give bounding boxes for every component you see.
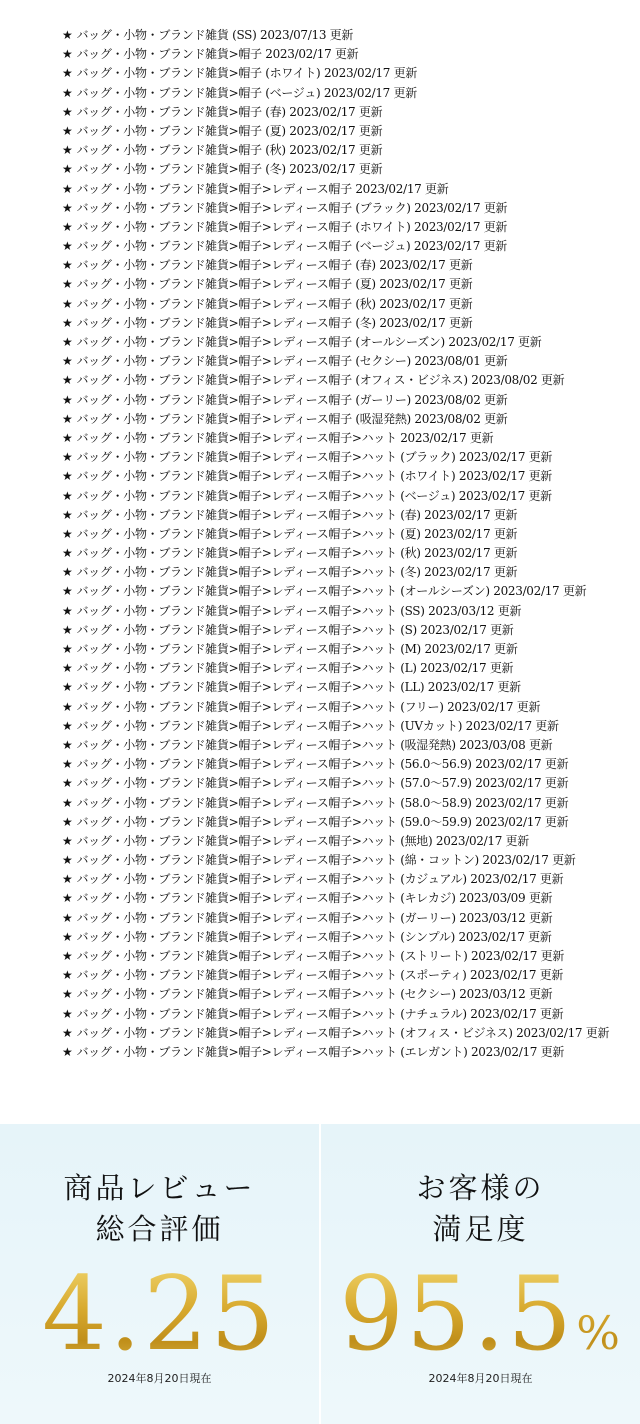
list-item-text[interactable]: バッグ・小物・ブランド雑貨>帽子>レディース帽子>ハット (ガーリー) 2023/03/12 更新 (76, 910, 553, 925)
list-item-text[interactable]: バッグ・小物・ブランド雑貨>帽子>レディース帽子>ハット (セクシー) 2023/03/12 更新 (76, 987, 553, 1002)
list-item-text[interactable]: バッグ・小物・ブランド雑貨>帽子>レディース帽子>ハット (無地) 2023/02/17 更新 (76, 833, 529, 848)
list-item[interactable] (62, 333, 632, 352)
list-item[interactable] (62, 544, 632, 563)
list-item[interactable] (62, 851, 632, 870)
list-item-text[interactable]: バッグ・小物・ブランド雑貨>帽子>レディース帽子>ハット (カジュアル) 2023/02/17 更新 (76, 872, 564, 887)
star-icon: ★ (62, 795, 73, 810)
star-icon: ★ (62, 28, 73, 42)
star-icon: ★ (62, 1025, 73, 1040)
list-item[interactable] (62, 563, 632, 582)
star-icon: ★ (62, 718, 73, 733)
list-item-text[interactable]: バッグ・小物・ブランド雑貨>帽子>レディース帽子>ハット 2023/02/17 更新 (76, 430, 494, 445)
list-item-text[interactable]: バッグ・小物・ブランド雑貨>帽子>レディース帽子>ハット (ストリート) 2023/02/17 更新 (76, 949, 565, 963)
star-icon: ★ (62, 507, 73, 522)
list-item-text[interactable]: バッグ・小物・ブランド雑貨>帽子>レディース帽子>ハット (L) 2023/02/17 更新 (76, 661, 514, 676)
list-item[interactable] (62, 947, 632, 966)
star-icon: ★ (62, 335, 73, 349)
star-icon: ★ (62, 987, 73, 1002)
list-item[interactable] (62, 813, 632, 832)
list-item-text[interactable]: バッグ・小物・ブランド雑貨>帽子>レディース帽子>ハット (UVカット) 2023/02/17 更新 (76, 718, 559, 733)
satisfaction-score-value: 95.5 (339, 1255, 575, 1374)
star-icon: ★ (62, 603, 73, 618)
list-item[interactable] (62, 295, 632, 314)
star-icon: ★ (62, 526, 73, 541)
list-item-text[interactable]: バッグ・小物・ブランド雑貨>帽子>レディース帽子>ハット (ホワイト) 2023/02/17 更新 (76, 469, 552, 484)
list-item-text[interactable]: バッグ・小物・ブランド雑貨>帽子>レディース帽子>ハット (56.0～56.9) 2023/02/17 更新 (76, 757, 569, 772)
list-item-text[interactable]: バッグ・小物・ブランド雑貨>帽子>レディース帽子>ハット (夏) 2023/02/17 更新 (76, 526, 518, 541)
stats-section (0, 1124, 640, 1424)
list-item-text[interactable]: バッグ・小物・ブランド雑貨>帽子>レディース帽子>ハット (キレカジ) 2023/03/09 更新 (76, 891, 553, 906)
star-icon: ★ (62, 162, 73, 177)
list-item[interactable] (62, 928, 632, 947)
list-item[interactable] (62, 985, 632, 1004)
list-item[interactable] (62, 678, 632, 697)
list-item[interactable] (62, 525, 632, 544)
list-item-text[interactable]: バッグ・小物・ブランド雑貨>帽子>レディース帽子 (秋) 2023/02/17 更新 (76, 296, 473, 311)
list-item[interactable] (62, 582, 632, 601)
star-icon: ★ (62, 661, 73, 676)
star-icon: ★ (62, 488, 73, 503)
star-icon: ★ (62, 949, 73, 963)
list-item[interactable] (62, 410, 632, 429)
list-item-text[interactable]: バッグ・小物・ブランド雑貨>帽子>レディース帽子>ハット (エレガント) 2023/02/17 更新 (76, 1044, 565, 1059)
star-icon: ★ (62, 143, 73, 158)
list-item[interactable] (62, 506, 632, 525)
list-item[interactable] (62, 736, 632, 755)
list-item[interactable] (62, 275, 632, 294)
star-icon: ★ (62, 1006, 73, 1021)
star-icon: ★ (62, 584, 73, 599)
list-item[interactable] (62, 487, 632, 506)
star-icon: ★ (62, 373, 73, 388)
list-item[interactable] (62, 180, 632, 199)
star-icon: ★ (62, 450, 73, 465)
list-item-text[interactable]: バッグ・小物・ブランド雑貨>帽子 (ホワイト) 2023/02/17 更新 (76, 66, 418, 81)
list-item-text[interactable]: バッグ・小物・ブランド雑貨>帽子>レディース帽子 (夏) 2023/02/17 更新 (76, 277, 473, 292)
star-icon: ★ (62, 469, 73, 484)
satisfaction-panel (319, 1124, 640, 1424)
list-item-text[interactable]: バッグ・小物・ブランド雑貨>帽子>レディース帽子 (セクシー) 2023/08/01 更新 (76, 354, 508, 369)
list-item-text[interactable]: バッグ・小物・ブランド雑貨>帽子>レディース帽子 (ガーリー) 2023/08/02 更新 (76, 392, 508, 407)
star-icon: ★ (62, 546, 73, 561)
list-item[interactable] (62, 640, 632, 659)
list-item[interactable] (62, 391, 632, 410)
star-icon: ★ (62, 200, 73, 215)
list-item[interactable] (62, 602, 632, 621)
list-item[interactable] (62, 467, 632, 486)
list-item[interactable] (62, 237, 632, 256)
star-icon: ★ (62, 737, 73, 752)
star-icon: ★ (62, 392, 73, 407)
star-icon: ★ (62, 853, 73, 868)
list-item-text[interactable]: バッグ・小物・ブランド雑貨>帽子>レディース帽子 (春) 2023/02/17 更新 (76, 258, 473, 273)
list-item[interactable] (62, 218, 632, 237)
list-item-text[interactable]: バッグ・小物・ブランド雑貨>帽子>レディース帽子>ハット (SS) 2023/03/12 更新 (76, 603, 522, 618)
review-panel (0, 1124, 319, 1424)
list-item[interactable] (62, 1024, 632, 1043)
list-item-text[interactable]: バッグ・小物・ブランド雑貨>帽子>レディース帽子>ハット (ベージュ) 2023/02/17 更新 (76, 488, 552, 503)
list-item-text[interactable]: バッグ・小物・ブランド雑貨>帽子>レディース帽子 (ホワイト) 2023/02/17 更新 (76, 219, 508, 234)
list-item-text[interactable]: バッグ・小物・ブランド雑貨>帽子>レディース帽子 (ブラック) 2023/02/17 更新 (76, 200, 508, 215)
list-item-text[interactable]: バッグ・小物・ブランド雑貨>帽子>レディース帽子>ハット (M) 2023/02/17 更新 (76, 642, 518, 656)
list-item-text[interactable]: バッグ・小物・ブランド雑貨>帽子>レディース帽子>ハット (フリー) 2023/02/17 更新 (76, 699, 541, 714)
star-icon: ★ (62, 123, 73, 138)
list-item-text[interactable]: バッグ・小物・ブランド雑貨>帽子>レディース帽子>ハット (冬) 2023/02/17 更新 (76, 565, 518, 580)
list-item[interactable] (62, 141, 632, 160)
star-icon: ★ (62, 354, 73, 369)
list-item-text[interactable]: バッグ・小物・ブランド雑貨>帽子>レディース帽子 (オールシーズン) 2023/02/17 更新 (76, 335, 542, 349)
star-icon: ★ (62, 430, 73, 445)
list-item[interactable] (62, 199, 632, 218)
star-icon: ★ (62, 814, 73, 829)
star-icon: ★ (62, 757, 73, 772)
list-item-text[interactable]: バッグ・小物・ブランド雑貨>帽子>レディース帽子>ハット (LL) 2023/02/17 更新 (76, 680, 521, 695)
list-item[interactable] (62, 429, 632, 448)
list-item-text[interactable]: バッグ・小物・ブランド雑貨>帽子>レディース帽子>ハット (春) 2023/02/17 更新 (76, 507, 518, 522)
list-item-text[interactable]: バッグ・小物・ブランド雑貨>帽子>レディース帽子>ハット (ナチュラル) 2023/02/17 更新 (76, 1006, 564, 1021)
star-icon: ★ (62, 315, 73, 330)
list-item[interactable] (62, 966, 632, 985)
star-icon: ★ (62, 699, 73, 714)
list-item[interactable] (62, 1005, 632, 1024)
star-icon: ★ (62, 1044, 73, 1059)
category-update-list (62, 26, 632, 1062)
star-icon: ★ (62, 680, 73, 695)
list-item-text[interactable]: バッグ・小物・ブランド雑貨>帽子>レディース帽子 (吸湿発熱) 2023/08/02 更新 (76, 411, 508, 426)
review-heading-line2: 総合評価 (95, 1212, 224, 1246)
star-icon: ★ (62, 776, 73, 791)
star-icon: ★ (62, 104, 73, 119)
satisfaction-heading-line1: お客様の (416, 1171, 545, 1205)
satisfaction-heading (321, 1168, 640, 1250)
list-item[interactable] (62, 371, 632, 390)
list-item[interactable] (62, 45, 632, 64)
star-icon: ★ (62, 565, 73, 580)
list-item[interactable] (62, 122, 632, 141)
review-as-of-date: 2024年8月20日現在 (107, 1372, 212, 1385)
list-item-text[interactable]: バッグ・小物・ブランド雑貨>帽子>レディース帽子>ハット (オフィス・ビジネス) 2023/02/17 更新 (76, 1025, 610, 1040)
review-score-value: 4.25 (41, 1255, 278, 1374)
star-icon: ★ (62, 891, 73, 906)
list-item-text[interactable]: バッグ・小物・ブランド雑貨>帽子>レディース帽子>ハット (シンプル) 2023/02/17 更新 (76, 929, 552, 944)
list-item-text[interactable]: バッグ・小物・ブランド雑貨>帽子 2023/02/17 更新 (76, 47, 359, 62)
star-icon: ★ (62, 296, 73, 311)
star-icon: ★ (62, 47, 73, 62)
list-item[interactable] (62, 314, 632, 333)
list-item-text[interactable]: バッグ・小物・ブランド雑貨>帽子>レディース帽子 (オフィス・ビジネス) 2023/08/02 更新 (76, 373, 565, 388)
list-item-text[interactable]: バッグ・小物・ブランド雑貨 (SS) 2023/07/13 更新 (76, 28, 354, 42)
list-item[interactable] (62, 256, 632, 275)
satisfaction-as-of-date: 2024年8月20日現在 (428, 1372, 533, 1385)
list-item[interactable] (62, 1043, 632, 1062)
list-item-text[interactable]: バッグ・小物・ブランド雑貨>帽子>レディース帽子>ハット (秋) 2023/02/17 更新 (76, 546, 518, 561)
star-icon: ★ (62, 642, 73, 656)
star-icon: ★ (62, 219, 73, 234)
satisfaction-heading-line2: 満足度 (432, 1212, 529, 1246)
list-item[interactable] (62, 794, 632, 813)
star-icon: ★ (62, 872, 73, 887)
list-item-text[interactable]: バッグ・小物・ブランド雑貨>帽子>レディース帽子 (冬) 2023/02/17 更新 (76, 315, 473, 330)
list-item[interactable] (62, 621, 632, 640)
list-item[interactable] (62, 889, 632, 908)
review-score (0, 1250, 319, 1380)
list-item-text[interactable]: バッグ・小物・ブランド雑貨>帽子>レディース帽子 (ベージュ) 2023/02/17 更新 (76, 239, 508, 254)
list-item-text[interactable]: バッグ・小物・ブランド雑貨>帽子>レディース帽子>ハット (オールシーズン) 2023/02/17 更新 (76, 584, 587, 599)
list-item[interactable] (62, 448, 632, 467)
list-item-text[interactable]: バッグ・小物・ブランド雑貨>帽子>レディース帽子>ハット (57.0～57.9) 2023/02/17 更新 (76, 776, 569, 791)
star-icon: ★ (62, 968, 73, 983)
list-item[interactable] (62, 103, 632, 122)
star-icon: ★ (62, 181, 73, 196)
list-item[interactable] (62, 352, 632, 371)
list-item-text[interactable]: バッグ・小物・ブランド雑貨>帽子>レディース帽子>ハット (ブラック) 2023/02/17 更新 (76, 450, 553, 465)
review-heading-line1: 商品レビュー (63, 1171, 256, 1205)
list-item[interactable] (62, 755, 632, 774)
list-item[interactable] (62, 717, 632, 736)
star-icon: ★ (62, 622, 73, 637)
list-item[interactable] (62, 909, 632, 928)
star-icon: ★ (62, 833, 73, 848)
list-item[interactable] (62, 698, 632, 717)
list-item-text[interactable]: バッグ・小物・ブランド雑貨>帽子>レディース帽子>ハット (綿・コットン) 2023/02/17 更新 (76, 853, 576, 868)
list-item[interactable] (62, 870, 632, 889)
list-item-text[interactable]: バッグ・小物・ブランド雑貨>帽子 (秋) 2023/02/17 更新 (76, 143, 383, 158)
list-item[interactable] (62, 659, 632, 678)
satisfaction-score (321, 1250, 640, 1380)
list-item-text[interactable]: バッグ・小物・ブランド雑貨>帽子 (冬) 2023/02/17 更新 (76, 162, 383, 177)
list-item[interactable] (62, 64, 632, 83)
star-icon: ★ (62, 277, 73, 292)
star-icon: ★ (62, 85, 73, 100)
star-icon: ★ (62, 411, 73, 426)
list-item-text[interactable]: バッグ・小物・ブランド雑貨>帽子>レディース帽子>ハット (S) 2023/02/17 更新 (76, 622, 514, 637)
review-heading (0, 1168, 319, 1250)
list-item[interactable] (62, 26, 632, 45)
list-item-text[interactable]: バッグ・小物・ブランド雑貨>帽子>レディース帽子>ハット (吸湿発熱) 2023/03/08 更新 (76, 737, 553, 752)
list-item[interactable] (62, 832, 632, 851)
star-icon: ★ (62, 910, 73, 925)
list-item-text[interactable]: バッグ・小物・ブランド雑貨>帽子 (春) 2023/02/17 更新 (76, 104, 383, 119)
list-item-text[interactable]: バッグ・小物・ブランド雑貨>帽子>レディース帽子>ハット (58.0～58.9) 2023/02/17 更新 (76, 795, 569, 810)
list-item-text[interactable]: バッグ・小物・ブランド雑貨>帽子>レディース帽子 2023/02/17 更新 (76, 181, 449, 196)
star-icon: ★ (62, 258, 73, 273)
list-item-text[interactable]: バッグ・小物・ブランド雑貨>帽子>レディース帽子>ハット (59.0～59.9) 2023/02/17 更新 (76, 814, 569, 829)
list-item-text[interactable]: バッグ・小物・ブランド雑貨>帽子 (夏) 2023/02/17 更新 (76, 123, 383, 138)
list-item-text[interactable]: バッグ・小物・ブランド雑貨>帽子>レディース帽子>ハット (スポーティ) 2023/02/17 更新 (76, 968, 564, 983)
list-item-text[interactable]: バッグ・小物・ブランド雑貨>帽子 (ベージュ) 2023/02/17 更新 (76, 85, 417, 100)
satisfaction-unit: % (576, 1306, 622, 1360)
star-icon: ★ (62, 929, 73, 944)
star-icon: ★ (62, 239, 73, 254)
star-icon: ★ (62, 66, 73, 81)
list-item[interactable] (62, 774, 632, 793)
list-item[interactable] (62, 84, 632, 103)
list-item[interactable] (62, 160, 632, 179)
